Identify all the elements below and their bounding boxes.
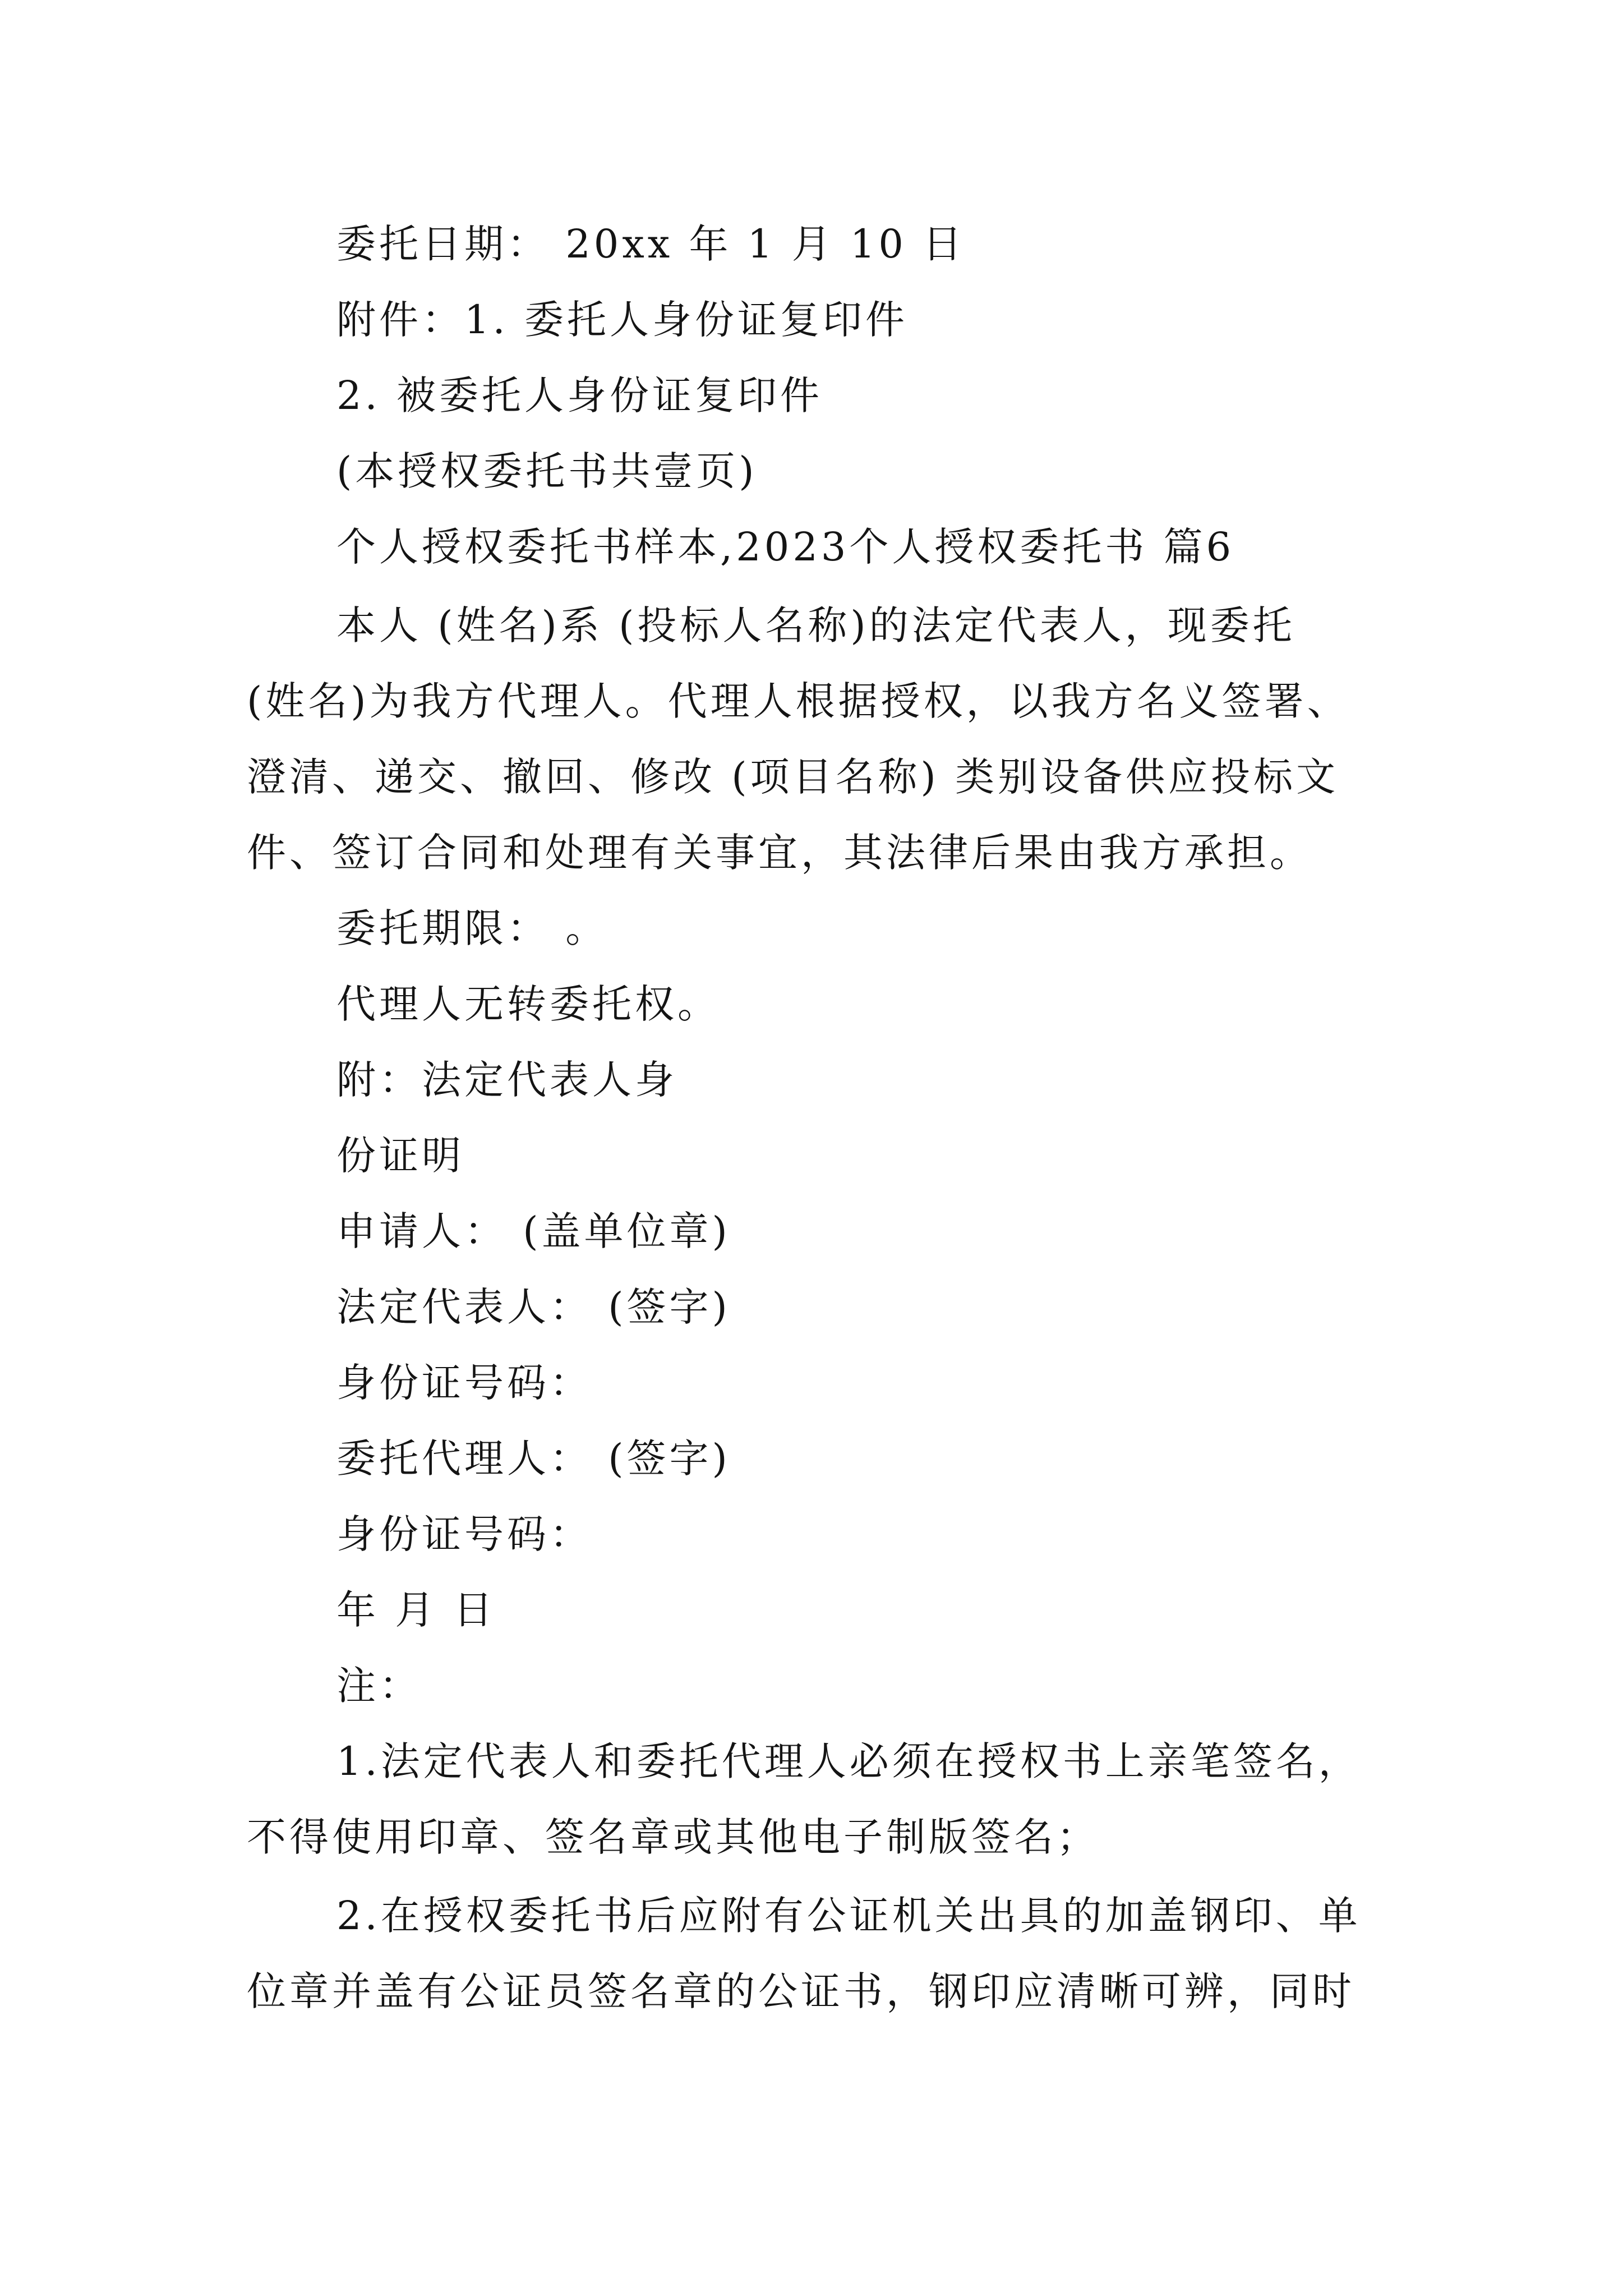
note-1-line-1: 1.法定代表人和委托代理人必须在授权书上亲笔签名， (336, 1738, 1361, 1784)
date-line: 年 月 日 (336, 1587, 496, 1633)
delegation-date-line: 委托日期： 20xx 年 1 月 10 日 (336, 221, 966, 267)
no-sub-delegation-line: 代理人无转委托权。 (336, 981, 720, 1027)
id-number-line-2: 身份证号码： (336, 1511, 592, 1557)
id-number-line-1: 身份证号码： (336, 1360, 592, 1406)
note-2-line-1: 2.在授权委托书后应附有公证机关出具的加盖钢印、单 (336, 1893, 1361, 1939)
attachment-line-1: 附件：1. 委托人身份证复印件 (336, 297, 909, 343)
applicant-line: 申请人： (盖单位章) (336, 1208, 731, 1254)
body-paragraph-line-4: 件、签订合同和处理有关事宜，其法律后果由我方承担。 (247, 830, 1312, 876)
attachment-legal-rep-line-2: 份证明 (336, 1133, 464, 1179)
section-heading: 个人授权委托书样本,2023个人授权委托书 篇6 (336, 524, 1235, 570)
delegation-period-line: 委托期限： 。 (336, 905, 608, 951)
body-paragraph-line-3: 澄清、递交、撤回、修改 (项目名称) 类别设备供应投标文 (247, 754, 1339, 800)
page-count-note: (本授权委托书共壹页) (336, 448, 758, 494)
legal-rep-signature-line: 法定代表人： (签字) (336, 1284, 731, 1330)
attachment-line-2: 2. 被委托人身份证复印件 (336, 372, 823, 418)
body-paragraph-line-2: (姓名)为我方代理人。代理人根据授权，以我方名义签署、 (247, 678, 1350, 724)
note-1-line-2: 不得使用印章、签名章或其他电子制版签名； (247, 1814, 1099, 1860)
body-paragraph-line-1: 本人 (姓名)系 (投标人名称)的法定代表人，现委托 (336, 602, 1295, 648)
note-2-line-2: 位章并盖有公证员签名章的公证书，钢印应清晰可辨，同时 (247, 1968, 1355, 2014)
agent-signature-line: 委托代理人： (签字) (336, 1435, 731, 1481)
note-heading: 注： (336, 1663, 422, 1709)
attachment-legal-rep-line: 附：法定代表人身 (336, 1057, 677, 1103)
